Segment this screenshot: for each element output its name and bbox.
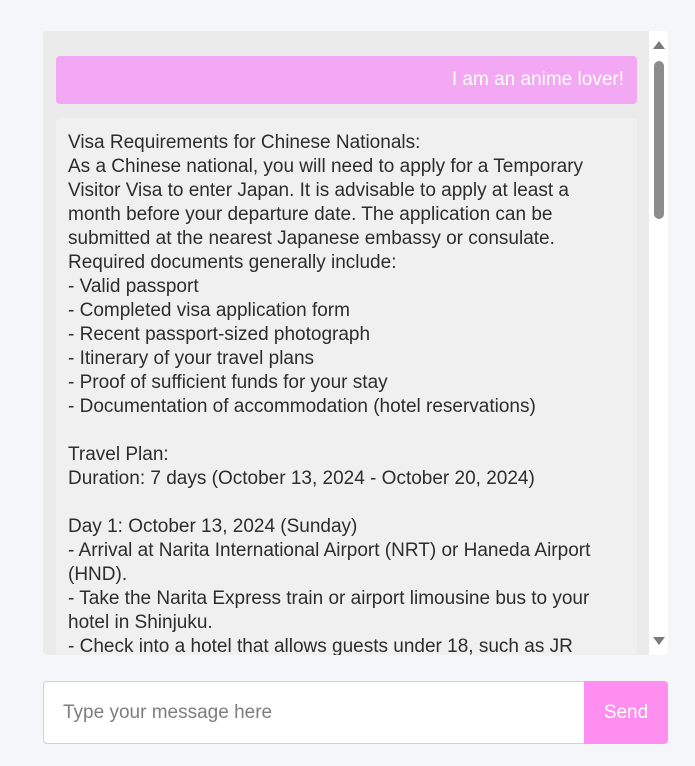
user-message-text: I am an anime lover! xyxy=(451,69,624,90)
bot-message-line: As a Chinese national, you will need to apply for a Temporary Visitor Visa to enter Japan. It is advisable to apply at least a month before your departure date. The application can be submitted at the nearest Japanese embassy or consulate. xyxy=(68,156,589,249)
bot-message-line: Day 1: October 13, 2024 (Sunday) xyxy=(68,516,358,537)
bot-message-line: Visa Requirements for Chinese Nationals: xyxy=(68,132,421,153)
bot-message-line: - Take the Narita Express train or airport limousine bus to your hotel in Shinjuku. xyxy=(68,588,595,633)
user-message-bubble xyxy=(56,56,637,104)
chat-scroll-area[interactable] xyxy=(43,31,649,655)
bot-message-line: Travel Plan: xyxy=(68,444,169,465)
send-button[interactable]: Send xyxy=(584,681,668,744)
chat-history-panel[interactable] xyxy=(43,31,668,655)
bot-message-line xyxy=(68,419,625,443)
bot-message-line: Required documents generally include: xyxy=(68,252,397,273)
bot-message-line: - Documentation of accommodation (hotel reservations) xyxy=(68,396,536,417)
bot-message-bubble xyxy=(56,118,637,655)
message-composer xyxy=(43,681,668,744)
message-input[interactable] xyxy=(43,681,584,744)
chat-scrollbar[interactable] xyxy=(649,31,668,655)
bot-message-line: Duration: 7 days (October 13, 2024 - October 20, 2024) xyxy=(68,468,535,489)
scrollbar-thumb[interactable] xyxy=(654,61,664,219)
bot-message-line: - Proof of sufficient funds for your stay xyxy=(68,372,388,393)
bot-message-line: - Arrival at Narita International Airport (NRT) or Haneda Airport (HND). xyxy=(68,540,596,585)
scroll-up-arrow-icon[interactable] xyxy=(653,41,665,49)
bot-message-line: - Recent passport-sized photograph xyxy=(68,324,371,345)
bot-message-line: - Itinerary of your travel plans xyxy=(68,348,315,369)
bot-message-line: - Check into a hotel that allows guests under 18, such as JR xyxy=(68,636,573,655)
bot-message-line: - Completed visa application form xyxy=(68,300,350,321)
bot-message-line: - Valid passport xyxy=(68,276,199,297)
scroll-down-arrow-icon[interactable] xyxy=(653,637,665,645)
bot-message-line xyxy=(68,491,625,515)
